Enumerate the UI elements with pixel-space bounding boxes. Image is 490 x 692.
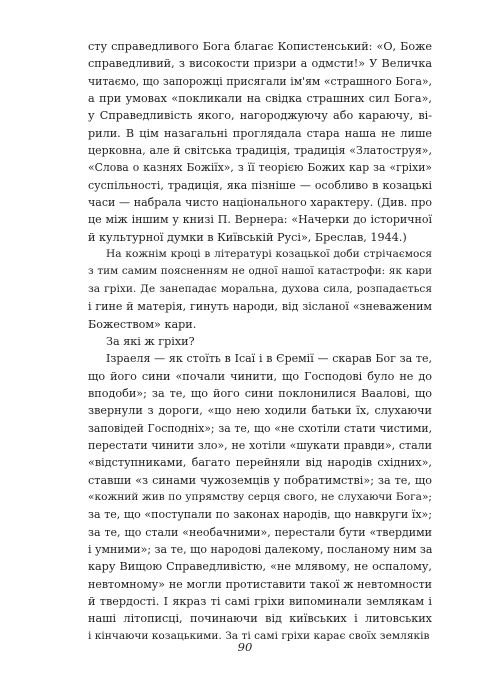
text-line: перестати чинити зло», не хотіли «шукати правди», стали (88, 438, 432, 452)
text-line: і гине й матерія, гинуть народи, від зісланої «зневаженим (88, 300, 432, 314)
text-line: й твердості. І якраз ті самі гріхи випоминали землякам і (88, 595, 432, 608)
text-line: і кінчаючи козацькими. За ті самі гріхи карає своїх земляків (88, 629, 430, 642)
text-line: справедливий, з високости призри а одмсти!» У Величка (88, 57, 432, 71)
text-line: суспільності, традиція, яка пізніше — особливо в козацькі (88, 178, 432, 192)
paragraph (88, 38, 432, 246)
text-line: «Слова о казнях Божіїх», з її теорією Божих кар за «гріхи» (88, 161, 432, 175)
text-line: часи — набрала чисто національного характеру. (Див. про (88, 196, 432, 210)
text-line: за те, що «поступали по законах народів, що навкруги їх»; (88, 508, 432, 522)
text-line: й культурної думки в Київській Русі», Бреслав, 1944.) (88, 230, 407, 244)
text-line: Ізраеля — як стоїть в Ісаї і в Єремії — скарав Бог за те, (106, 352, 432, 366)
text-line: На кожнім кроці в літературі козацької доби стрічаємося (106, 248, 432, 261)
text-line: церковна, але й світська традиція, традиція «Златоструя», (88, 144, 432, 158)
text-line: заповідей Господніх»; за те, що «не схотіли стати чистими, (88, 421, 432, 435)
page-number: 90 (237, 640, 253, 654)
text-line: Божеством» кари. (88, 317, 197, 331)
paragraph (88, 246, 432, 333)
text-line: за гріхи. Де занепадає моральна, духова сила, розпадається (88, 282, 432, 295)
paragraph (88, 333, 432, 350)
text-line: «відступниками, багато перейняли від народів східних», (88, 456, 432, 470)
paragraph (88, 350, 432, 645)
text-line: читаємо, що запорожці присягали ім'ям «страшного Бога», (88, 74, 432, 88)
text-line: кару Вищою Справедливістю, «не млявому, не оспалому, (88, 560, 432, 574)
text-line: і умними»; за те, що народові далекому, посланому ним за (88, 542, 432, 556)
text-line: рили. В цім назагальні проглядала стара наша не лише (88, 126, 432, 140)
text-line: сту справедливого Бога благає Копистенський: «О, Боже (88, 40, 432, 53)
text-line: вподоби»; за те, що його сини поклонилися Ваалові, що (88, 386, 432, 400)
text-line: ставши «з синами чужоземців у побратимстві»; за те, що (88, 473, 432, 487)
text-line: з тим самим поясненням не одної нашої катастрофи: як кари (88, 265, 432, 278)
page-body (88, 38, 432, 645)
text-line: наші літописці, починаючи від київських і литовських (88, 612, 432, 626)
text-line: що його сини «почали чинити, що Господові було не до (88, 369, 432, 383)
text-line: за те, що стали «необачними», перестали бути «твердими (88, 525, 432, 539)
text-line: невтомному» не могли протиставити такої ж невтомности (88, 577, 432, 591)
text-line: звернули з дороги, «що нею ходили батьки їх, слухаючи (88, 404, 432, 418)
text-line: у Справедливість якого, нагороджуючу або караючу, ві- (88, 109, 432, 123)
text-line: За які ж гріхи? (106, 334, 195, 348)
text-line: а при умовах «покликали на свідка страшних сил Бога», (88, 92, 432, 106)
text-line: «кожний жив по упрямству серця свого, не слухаючи Бога»; (88, 490, 432, 503)
text-line: це між іншим у книзі П. Вернера: «Начерки до історичної (88, 213, 432, 227)
